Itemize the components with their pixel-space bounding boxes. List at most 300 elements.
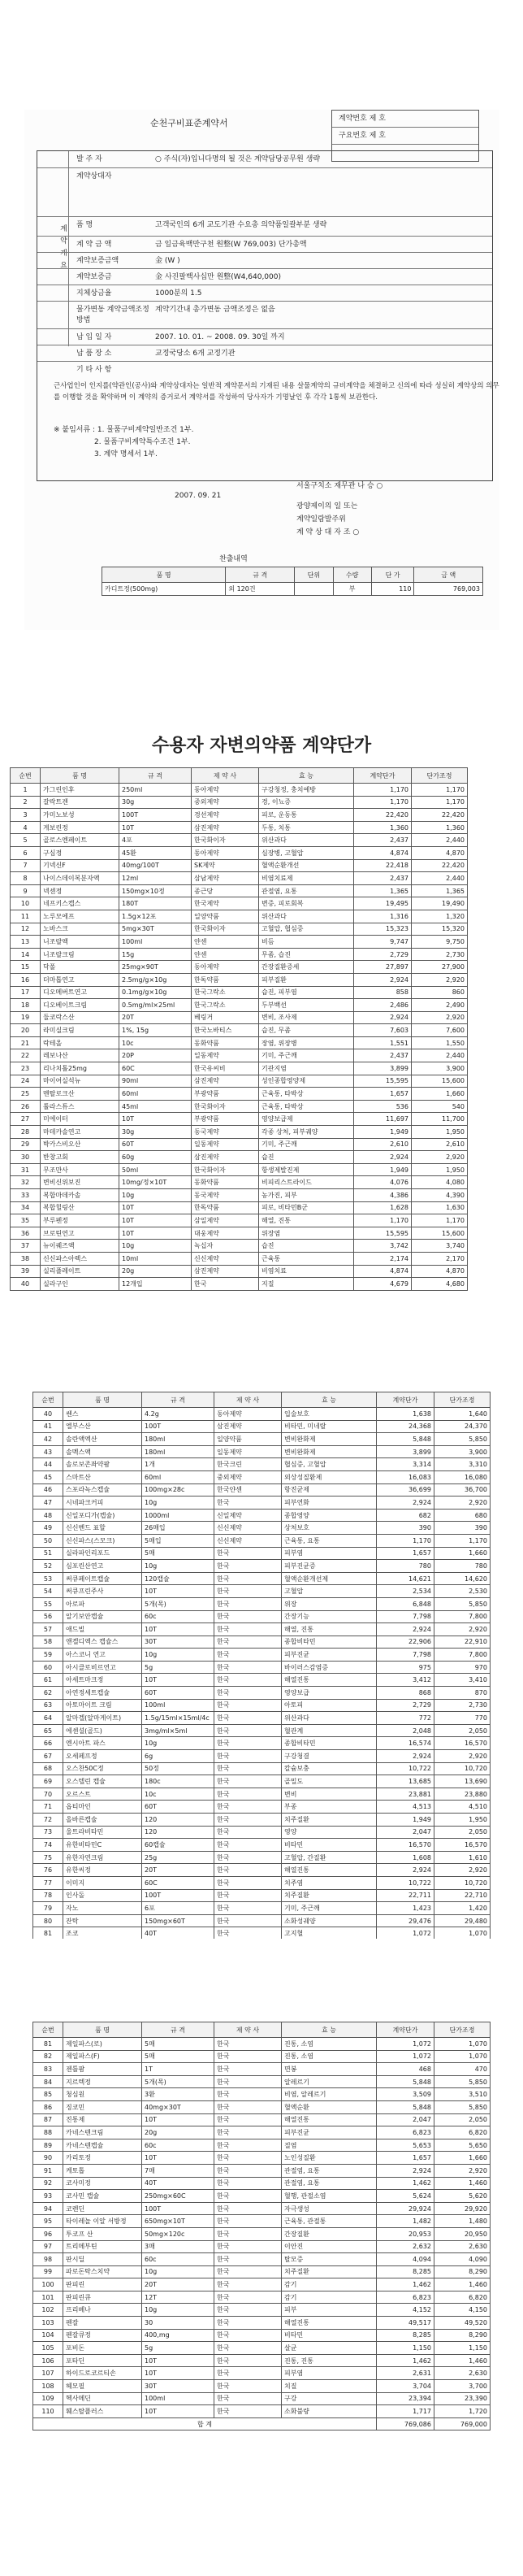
table-row — [11, 846, 468, 859]
table-cell: 중외제약 — [214, 1470, 282, 1483]
contract-frame — [37, 150, 499, 481]
table-cell: 7,603 — [354, 1024, 412, 1037]
table-cell: 한국 — [214, 1572, 282, 1585]
table-cell: 1,316 — [354, 910, 412, 923]
table-cell: 진통, 소염 — [282, 2038, 377, 2051]
table-cell: 772 — [377, 1712, 434, 1725]
column-header: 계약단가 — [354, 768, 412, 784]
bottom-table: 품 명 규 격 단위 수량 단 가 금 액 카디트정(500mg) 외 120건 부 110 769,003 — [102, 567, 483, 596]
table-row — [33, 1750, 491, 1763]
table-row — [33, 1876, 491, 1889]
table-cell: 2,920 — [412, 1151, 468, 1164]
table-cell: 한국 — [214, 2113, 282, 2126]
table-cell: 시네파크커피 — [63, 1497, 142, 1510]
table-cell: 부종 — [282, 1801, 377, 1814]
table-cell: 36,699 — [377, 1483, 434, 1497]
table-cell: 8 — [11, 872, 41, 885]
table-cell: 12ml — [119, 872, 192, 885]
table-cell: 22,711 — [377, 1889, 434, 1902]
table-cell: 19,490 — [412, 897, 468, 910]
table-cell: 트리메부틴 — [63, 2240, 142, 2253]
table-cell: 신신제약 — [214, 1522, 282, 1535]
table-cell: 쎈스 — [63, 1408, 142, 1421]
table-cell: 한국 — [214, 2265, 282, 2278]
table-cell: 8,285 — [377, 2265, 434, 2278]
table-cell: 150mg×10정 — [119, 884, 192, 897]
table-cell: 한독약품 — [192, 1201, 259, 1214]
table-cell: 한국 — [214, 2317, 282, 2330]
table-cell: 12 — [11, 923, 41, 936]
table-row — [33, 1420, 491, 1433]
table-cell: 위장 — [282, 1597, 377, 1610]
table-cell: 1,170 — [354, 1214, 412, 1227]
table-cell: 63 — [33, 1699, 63, 1712]
table-row — [33, 2253, 491, 2266]
table-cell: 10,720 — [434, 1762, 491, 1775]
table-cell: 27,897 — [354, 961, 412, 974]
table-cell: 실라구인 — [41, 1278, 119, 1291]
table-cell: 신신벤드 표할 — [63, 1522, 142, 1535]
table-cell: 2,924 — [377, 1750, 434, 1763]
table-row — [33, 1636, 491, 1649]
row-orderer: 발 주 자 ○ 주식(자)입니다명의 될 것은 계약담당공무원 생략 — [76, 155, 321, 163]
request-number: 구요번호 제 호 — [332, 128, 478, 145]
table-cell: 1,462 — [377, 2278, 434, 2291]
table-cell: 가그린인후 — [41, 784, 119, 797]
table-cell: 비염치료제 — [259, 872, 354, 885]
table-cell: 1%, 15g — [119, 1024, 192, 1037]
column-header: 순번 — [33, 1392, 63, 1408]
table-cell: 10T — [119, 821, 192, 834]
table-cell: 1,660 — [434, 2152, 491, 2165]
table-cell: 성인종합영양제 — [259, 1075, 354, 1088]
table-cell: 22,418 — [354, 859, 412, 872]
table-cell: 41 — [33, 1420, 63, 1433]
column-header: 품 명 — [41, 768, 119, 784]
table-cell: 베링거 — [192, 1011, 259, 1024]
table-cell: 76 — [33, 1864, 63, 1877]
table-cell: 250ml — [119, 784, 192, 797]
table-row — [33, 1597, 491, 1610]
table-cell: 5,850 — [434, 2075, 491, 2088]
table-cell: 1,360 — [354, 821, 412, 834]
table-cell: 2,050 — [434, 2113, 491, 2126]
table-row — [11, 1062, 468, 1075]
table-cell: 2,630 — [434, 2240, 491, 2253]
table-cell: 93 — [33, 2190, 63, 2203]
contract-page-3 — [0, 1309, 523, 1939]
table-row — [33, 1712, 491, 1725]
table-cell: 한국 — [192, 1278, 259, 1291]
table-cell: 69 — [33, 1775, 63, 1788]
table-cell: 2,050 — [434, 1826, 491, 1839]
table-cell: 잔탁 — [63, 1914, 142, 1927]
table-cell: 17 — [11, 986, 41, 999]
table-cell: 25g — [142, 1851, 214, 1864]
table-cell: 10mg/정×10T — [119, 1176, 192, 1189]
table-cell: 2,047 — [377, 1826, 434, 1839]
table-cell: 5,848 — [377, 1433, 434, 1446]
table-cell: 1,462 — [377, 2177, 434, 2190]
table-cell: 16,570 — [434, 1737, 491, 1750]
table-cell: 삼진제약 — [192, 821, 259, 834]
table-cell: 유한비타민C — [63, 1839, 142, 1852]
table-cell: 11 — [11, 910, 41, 923]
table-cell: 한국 — [214, 2126, 282, 2139]
table-cell: 1 — [11, 784, 41, 797]
table-cell: 근육통, 타박상 — [259, 1088, 354, 1101]
table-cell: 한국 — [214, 1724, 282, 1737]
table-cell: 50 — [33, 1534, 63, 1547]
table-cell: 펜잘큐정 — [63, 2329, 142, 2342]
table-cell: 한국 — [214, 2088, 282, 2101]
table-cell: 60C — [119, 1062, 192, 1075]
table-cell: 피부연화 — [282, 1497, 377, 1510]
table-cell: 1,638 — [377, 1408, 434, 1421]
table-cell: 녹십자 — [192, 1240, 259, 1253]
table-cell: 4,513 — [377, 1801, 434, 1814]
table-cell: 5,850 — [434, 1597, 491, 1610]
table-cell: 50mg×120c — [142, 2227, 214, 2240]
table-cell: 닥폴 — [41, 961, 119, 974]
column-header: 효 능 — [259, 768, 354, 784]
table-cell: 120 — [142, 1814, 214, 1827]
table-cell: 한국화이자 — [192, 923, 259, 936]
table-cell: 한국 — [214, 1851, 282, 1864]
table-cell: 써큐프린주사 — [63, 1585, 142, 1598]
table-cell: 해열, 진통 — [259, 1214, 354, 1227]
table-cell: 2,047 — [377, 2113, 434, 2126]
table-cell: 타이레놀 이알 서방정 — [63, 2215, 142, 2228]
table-cell: 90ml — [119, 1075, 192, 1088]
table-cell: 1,640 — [434, 1408, 491, 1421]
table-cell: 52 — [33, 1560, 63, 1573]
table-cell: 한국 — [214, 1585, 282, 1598]
table-cell: 101 — [33, 2291, 63, 2304]
table-cell: 한국 — [214, 2304, 282, 2317]
table-cell: 5g — [142, 2342, 214, 2355]
table-row — [33, 1610, 491, 1623]
table-cell: 50ml — [119, 1163, 192, 1176]
signer-line-1: 광양제이의 일 또는 — [296, 502, 358, 510]
table-cell: 120 — [142, 1826, 214, 1839]
table-cell: 훼스탈플러스 — [63, 2405, 142, 2418]
table-cell: 변비 — [282, 1788, 377, 1801]
table-cell: 1.5g×12포 — [119, 910, 192, 923]
table-cell: 두부백선 — [259, 999, 354, 1012]
table-cell: 한국 — [214, 1674, 282, 1687]
table-row — [11, 936, 468, 949]
table-cell: 88 — [33, 2126, 63, 2139]
table-cell: 20T — [119, 1011, 192, 1024]
table-cell: 87 — [33, 2113, 63, 2126]
table-row — [11, 1126, 468, 1139]
table-cell: 10g — [142, 1560, 214, 1573]
table-row — [33, 2317, 491, 2330]
table-cell: 비피리스트라이드 — [259, 1176, 354, 1189]
table-cell: 10T — [142, 2152, 214, 2165]
table-cell: 84 — [33, 2075, 63, 2088]
table-row — [11, 1138, 468, 1151]
table-cell: 22,420 — [412, 859, 468, 872]
table-cell: 한국제약 — [192, 897, 259, 910]
table-cell: 120캡슐 — [142, 1572, 214, 1585]
table-cell: 2,631 — [377, 2367, 434, 2380]
table-cell: 20,950 — [434, 2227, 491, 2240]
table-cell: 신신제약 — [214, 1534, 282, 1547]
table-cell: 오스찬50C정 — [63, 1762, 142, 1775]
table-cell: 해열진통 — [282, 1864, 377, 1877]
table-cell: 60c — [142, 1610, 214, 1623]
table-row — [11, 1049, 468, 1062]
table-cell: 56 — [33, 1610, 63, 1623]
table-cell: 멘탈로크산 — [41, 1088, 119, 1101]
column-header: 제 약 사 — [214, 1392, 282, 1408]
table-cell: 유한씨정 — [63, 1864, 142, 1877]
price-table-3 — [32, 2022, 491, 2430]
table-cell: 2,534 — [377, 1585, 434, 1598]
table-cell: 15,323 — [354, 923, 412, 936]
table-cell: 2,437 — [354, 872, 412, 885]
table-cell: 4,874 — [354, 846, 412, 859]
table-cell: 습진 — [259, 1151, 354, 1164]
table-cell: 4.2g — [142, 1408, 214, 1421]
table-cell: 한국 — [214, 1750, 282, 1763]
table-cell: 400,mg — [142, 2329, 214, 2342]
table-cell: 각종 상처, 피부궤양 — [259, 1126, 354, 1139]
table-cell: 4,874 — [354, 1265, 412, 1278]
row-delivery-date: 납 입 일 자 2007. 10. 01. ~ 2008. 09. 30일 까지 — [37, 328, 492, 345]
table-row — [33, 1687, 491, 1700]
table-cell: 4,094 — [377, 2253, 434, 2266]
table-cell: 40mg×30T — [142, 2100, 214, 2113]
table-cell: 한국 — [214, 1497, 282, 1510]
table-cell: 위장염 — [259, 1227, 354, 1240]
table-row — [33, 1889, 491, 1902]
table-cell: 비염치료 — [259, 1265, 354, 1278]
table-row — [33, 2367, 491, 2380]
table-cell: 한국 — [214, 1649, 282, 1662]
table-cell: 1,460 — [434, 2278, 491, 2291]
table-cell: 아토피 — [282, 1699, 377, 1712]
table-cell: 2,924 — [354, 1011, 412, 1024]
table-cell: 60T — [142, 1801, 214, 1814]
table-cell: 질염 — [282, 2139, 377, 2152]
table-cell: 혈액순환개선 — [259, 859, 354, 872]
table-row — [33, 1649, 491, 1662]
table-cell: 2,048 — [377, 1724, 434, 1737]
table-cell: 24,368 — [377, 1420, 434, 1433]
table-cell: 위산과다 — [282, 1712, 377, 1725]
column-header: 단가조정 — [412, 768, 468, 784]
table-cell: 49,517 — [377, 2317, 434, 2330]
table-cell: 6,820 — [434, 2291, 491, 2304]
table-cell: 20g — [142, 2126, 214, 2139]
table-cell: 536 — [354, 1100, 412, 1113]
table-row — [11, 973, 468, 986]
table-cell: 해열진통 — [282, 2317, 377, 2330]
table-cell: 한국 — [214, 2367, 282, 2380]
table-cell: 2,920 — [434, 1750, 491, 1763]
table-cell: 노인성질환 — [282, 2152, 377, 2165]
signer-line-2: 계약일람발주위 — [296, 515, 346, 523]
table-cell: 58 — [33, 1636, 63, 1649]
table-cell: 한국 — [214, 1610, 282, 1623]
column-header: 품 명 — [63, 1392, 142, 1408]
table-cell: 게보린정 — [41, 821, 119, 834]
table-cell: 10g — [142, 2265, 214, 2278]
table-row — [33, 1470, 491, 1483]
table-cell: 3mg/ml×5ml — [142, 1724, 214, 1737]
table-cell: 스마트산 — [63, 1470, 142, 1483]
table-row — [33, 1788, 491, 1801]
table-cell: 34 — [11, 1201, 41, 1214]
table-cell: 42 — [33, 1433, 63, 1446]
table-cell: 삼남제약 — [192, 872, 259, 885]
table-cell: 780 — [377, 1560, 434, 1573]
table-cell: 네프키스캡스 — [41, 897, 119, 910]
table-cell: 2,170 — [412, 1252, 468, 1265]
table-cell: 4,386 — [354, 1189, 412, 1202]
table-cell: 한국 — [214, 1775, 282, 1788]
table-cell: 비타민 — [282, 1839, 377, 1852]
table-cell: 신일포디가(캡슐) — [63, 1509, 142, 1522]
table-cell: 92 — [33, 2177, 63, 2190]
table-cell: 4 — [11, 821, 41, 834]
table-cell: 구강청정, 충치예방 — [259, 784, 354, 797]
table-cell: 15,600 — [412, 1075, 468, 1088]
table-cell: 5,650 — [434, 2139, 491, 2152]
table-cell: 10g — [142, 1737, 214, 1750]
table-cell: 4,152 — [377, 2304, 434, 2317]
table-cell: 소화성궤양 — [282, 1914, 377, 1927]
table-cell: 10T — [142, 1674, 214, 1687]
table-cell: 신신제약 — [192, 1252, 259, 1265]
table-cell: 10,722 — [377, 1876, 434, 1889]
table-cell: 부루펜정 — [41, 1214, 119, 1227]
table-cell: 앤겔디엑스 캡슐스 — [63, 1636, 142, 1649]
table-cell: 3,704 — [377, 2380, 434, 2393]
table-row — [33, 2278, 491, 2291]
table-cell: 59 — [33, 1649, 63, 1662]
table-cell: 2,490 — [412, 999, 468, 1012]
table-row — [33, 1914, 491, 1927]
table-cell: 109 — [33, 2392, 63, 2405]
contract-title: 순천구비표준계약서 — [150, 118, 228, 128]
table-cell: 판피린 — [63, 2278, 142, 2291]
table-cell: 심장병, 고혈압 — [259, 846, 354, 859]
table-row — [33, 2304, 491, 2317]
table-cell: 니조랄액 — [41, 936, 119, 949]
contract-date: 2007. 09. 21 — [175, 492, 222, 500]
contract-page-2 — [0, 675, 523, 1309]
table-row — [33, 2050, 491, 2063]
table-cell: 케토톱 — [63, 2164, 142, 2177]
row-delivery-place: 납 품 장 소 교정국당소 6개 교정기관 — [37, 345, 492, 362]
table-row — [11, 1036, 468, 1049]
table-cell: 1,717 — [377, 2405, 434, 2418]
table-cell: 골밀도 — [282, 1775, 377, 1788]
table-cell: 치주질환 — [282, 1814, 377, 1827]
table-cell: 103 — [33, 2317, 63, 2330]
table-row — [33, 2190, 491, 2203]
table-cell: 변비완화제 — [282, 1445, 377, 1458]
table-row — [11, 986, 468, 999]
table-cell: 해열, 진통 — [282, 1623, 377, 1636]
table-cell: 38 — [11, 1252, 41, 1265]
table-cell: 피부 — [282, 2304, 377, 2317]
table-row — [33, 2088, 491, 2101]
table-cell: 1,170 — [412, 1214, 468, 1227]
attachment-3: 3. 계약 명세서 1부. — [94, 450, 158, 458]
table-row — [11, 1252, 468, 1265]
table-row — [33, 1408, 491, 1421]
total-label: 합 계 — [33, 2417, 377, 2430]
table-cell: 32 — [11, 1176, 41, 1189]
table-cell: 91 — [33, 2164, 63, 2177]
table-cell: 삼진제약 — [192, 1075, 259, 1088]
table-cell: 한국 — [214, 1914, 282, 1927]
table-cell: 10,722 — [377, 1762, 434, 1775]
table-cell: SK제약 — [192, 859, 259, 872]
table-cell: 고혈압, 간질환 — [282, 1851, 377, 1864]
table-row — [33, 1458, 491, 1471]
table-cell: 기미, 주근깨 — [259, 1049, 354, 1062]
column-header: 순번 — [33, 2022, 63, 2038]
table-cell: 60ml — [142, 1470, 214, 1483]
table-row — [33, 1902, 491, 1915]
table-cell: 30T — [142, 2380, 214, 2393]
table-cell: 종합영양 — [282, 1509, 377, 1522]
table-cell: 부광약품 — [192, 1088, 259, 1101]
table-cell: 100ml — [142, 2392, 214, 2405]
column-header: 효 능 — [282, 1392, 377, 1408]
table-cell: 변비, 조사제 — [259, 1011, 354, 1024]
table-cell: 30g — [119, 796, 192, 809]
table-cell: 지질 — [259, 1278, 354, 1291]
column-header: 효 능 — [282, 2022, 377, 2038]
table-cell: 한국 — [214, 2215, 282, 2228]
table-cell: 100ml — [142, 1699, 214, 1712]
column-header: 규 격 — [142, 1392, 214, 1408]
table-cell: 100T — [142, 2202, 214, 2215]
table-cell: 2,924 — [377, 1864, 434, 1877]
table-cell: 구강 — [282, 2392, 377, 2405]
table-cell: 102 — [33, 2304, 63, 2317]
table-cell: 97 — [33, 2240, 63, 2253]
table-cell: 혈액순환 — [282, 2100, 377, 2113]
table-cell: 일동제약 — [214, 1445, 282, 1458]
table-cell: 1,170 — [377, 1534, 434, 1547]
table-row — [33, 1839, 491, 1852]
table-cell: 7,800 — [434, 1649, 491, 1662]
table-cell: 60ml — [119, 1088, 192, 1101]
table-cell: 4,680 — [412, 1278, 468, 1291]
table-cell: 한국 — [214, 1547, 282, 1560]
table-cell: 390 — [377, 1522, 434, 1535]
table-cell: 한국 — [214, 2253, 282, 2266]
table-cell: 10T — [119, 1113, 192, 1126]
table-row — [33, 2038, 491, 2051]
table-cell: 65 — [33, 1724, 63, 1737]
table-cell: 2 — [11, 796, 41, 809]
table-cell: 5 — [11, 834, 41, 847]
table-cell: 1개 — [142, 1458, 214, 1471]
column-header: 제 약 사 — [192, 768, 259, 784]
table-cell: 실리플레이트 — [41, 1265, 119, 1278]
table-cell: 22,906 — [377, 1636, 434, 1649]
table-cell: 3,899 — [354, 1062, 412, 1075]
